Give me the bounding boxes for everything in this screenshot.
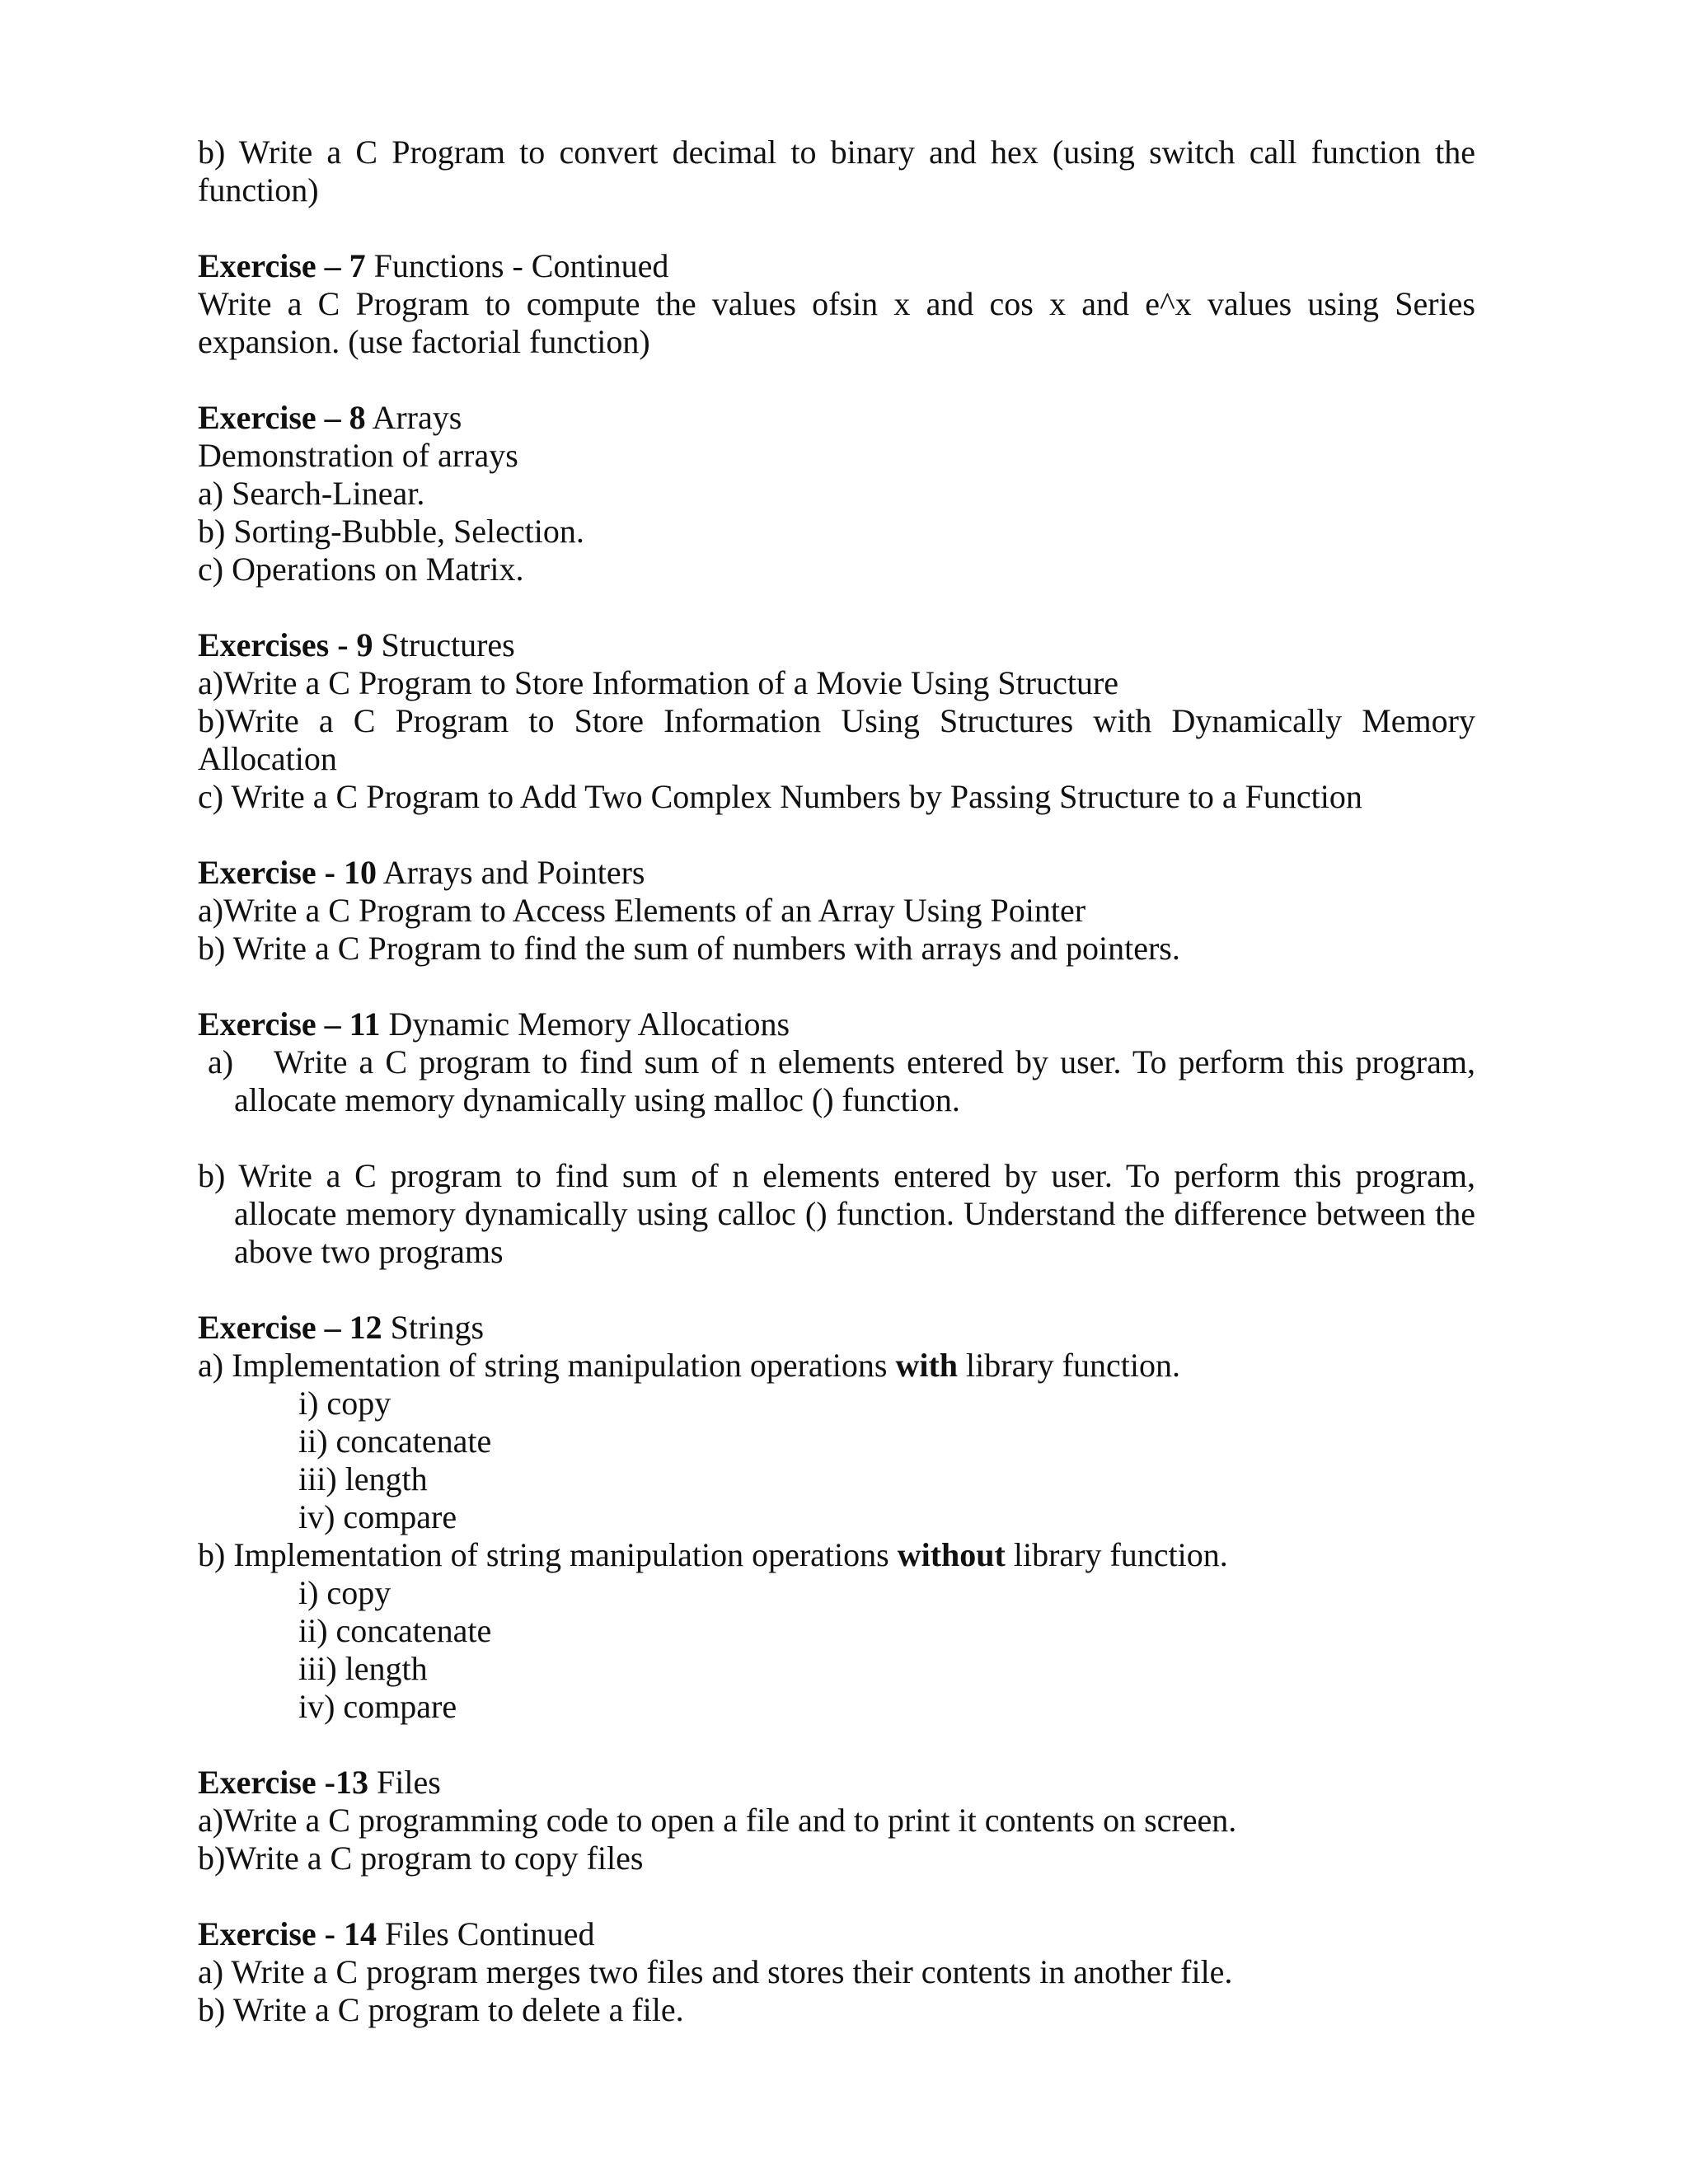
exercise-14-label: Exercise - 14 xyxy=(198,1915,377,1952)
exercise-14-item: a) Write a C program merges two files and stores their contents in another file. xyxy=(198,1953,1233,1990)
exercise-12-item-a xyxy=(198,1347,1475,1385)
exercise-10-item: b) Write a C Program to find the sum of numbers with arrays and pointers. xyxy=(198,930,1180,967)
exercise-7-title: Functions - Continued xyxy=(365,247,669,284)
document-page xyxy=(198,134,1475,2029)
exercise-14-heading xyxy=(198,1915,1475,1953)
spacer xyxy=(198,361,1475,399)
exercise-8-item: c) Operations on Matrix. xyxy=(198,551,524,588)
spacer xyxy=(198,1877,1475,1915)
exercise-10-label: Exercise - 10 xyxy=(198,854,377,891)
exercise-11-label: Exercise – 11 xyxy=(198,1005,381,1043)
exercise-12-a-subitem: i) copy xyxy=(298,1385,392,1422)
exercise-9-heading xyxy=(198,626,1475,664)
exercise-8-item: b) Sorting-Bubble, Selection. xyxy=(198,513,584,550)
intro-paragraph: b) Write a C Program to convert decimal to binary and hex (using switch call function the function) xyxy=(198,134,1475,209)
exercise-12-b-subitem: i) copy xyxy=(298,1574,392,1611)
exercise-12-b-bold: without xyxy=(897,1536,1006,1573)
exercise-12-a-subitem: ii) concatenate xyxy=(298,1422,492,1460)
exercise-9-title: Structures xyxy=(373,626,515,663)
exercise-14-title: Files Continued xyxy=(376,1915,595,1952)
spacer xyxy=(198,816,1475,854)
exercise-8-item: a) Search-Linear. xyxy=(198,475,425,512)
spacer xyxy=(198,588,1475,626)
exercise-12-label: Exercise – 12 xyxy=(198,1309,382,1346)
exercise-12-b-pre: b) Implementation of string manipulation operations xyxy=(198,1536,898,1573)
exercise-9-item: a)Write a C Program to Store Information of a Movie Using Structure xyxy=(198,664,1119,701)
exercise-10-title: Arrays and Pointers xyxy=(376,854,645,891)
exercise-12-heading xyxy=(198,1309,1475,1347)
exercise-8-title: Arrays xyxy=(365,399,462,436)
spacer xyxy=(198,1119,1475,1157)
exercise-12-a-subitem: iv) compare xyxy=(298,1498,457,1535)
exercise-12-title: Strings xyxy=(382,1309,485,1346)
exercise-9-label: Exercises - 9 xyxy=(198,626,373,663)
exercise-11-a-text: Write a C program to find sum of n elements entered by user. To perform this program, allocate memory dynamically using malloc () function. xyxy=(234,1043,1475,1118)
exercise-13-heading xyxy=(198,1764,1475,1802)
exercise-13-label: Exercise -13 xyxy=(198,1764,368,1801)
exercise-7-label: Exercise – 7 xyxy=(198,247,366,284)
spacer xyxy=(198,1271,1475,1309)
exercise-12-b-post: library function. xyxy=(1005,1536,1228,1573)
exercise-12-a-bold: with xyxy=(895,1347,959,1384)
exercise-8-label: Exercise – 8 xyxy=(198,399,366,436)
exercise-10-item: a)Write a C Program to Access Elements of an Array Using Pointer xyxy=(198,892,1086,929)
spacer xyxy=(198,968,1475,1005)
exercise-11-title: Dynamic Memory Allocations xyxy=(380,1005,790,1043)
exercise-8-heading xyxy=(198,399,1475,437)
exercise-11-a-marker: a) xyxy=(208,1043,234,1080)
exercise-9-item: b)Write a C Program to Store Information Using Structures with Dynamically Memory Allocation xyxy=(198,702,1475,777)
exercise-11-heading xyxy=(198,1005,1475,1043)
exercise-10-heading xyxy=(198,854,1475,892)
exercise-7-text: Write a C Program to compute the values ofsin x and cos x and e^x values using Series expansion. (use factorial function) xyxy=(198,285,1475,360)
exercise-11-item-a xyxy=(198,1043,1475,1119)
spacer xyxy=(198,1726,1475,1764)
exercise-12-item-b xyxy=(198,1536,1475,1574)
exercise-13-item: b)Write a C program to copy files xyxy=(198,1840,644,1877)
exercise-12-a-post: library function. xyxy=(958,1347,1180,1384)
exercise-12-a-subitem: iii) length xyxy=(298,1460,428,1497)
exercise-12-a-pre: a) Implementation of string manipulation operations xyxy=(198,1347,896,1384)
exercise-13-title: Files xyxy=(368,1764,441,1801)
exercise-12-b-subitem: iv) compare xyxy=(298,1688,457,1725)
exercise-12-b-subitem: iii) length xyxy=(298,1650,428,1687)
exercise-7-heading xyxy=(198,247,1475,285)
spacer xyxy=(198,209,1475,247)
exercise-12-b-subitem: ii) concatenate xyxy=(298,1612,492,1649)
exercise-11-item-b: b) Write a C program to find sum of n elements entered by user. To perform this program, allocate memory dynamically using calloc () function. Understand the difference between the above two programs xyxy=(198,1157,1475,1270)
exercise-8-intro: Demonstration of arrays xyxy=(198,437,518,474)
exercise-9-item: c) Write a C Program to Add Two Complex Numbers by Passing Structure to a Function xyxy=(198,778,1362,815)
exercise-14-item: b) Write a C program to delete a file. xyxy=(198,1991,684,2028)
exercise-13-item: a)Write a C programming code to open a file and to print it contents on screen. xyxy=(198,1802,1237,1839)
